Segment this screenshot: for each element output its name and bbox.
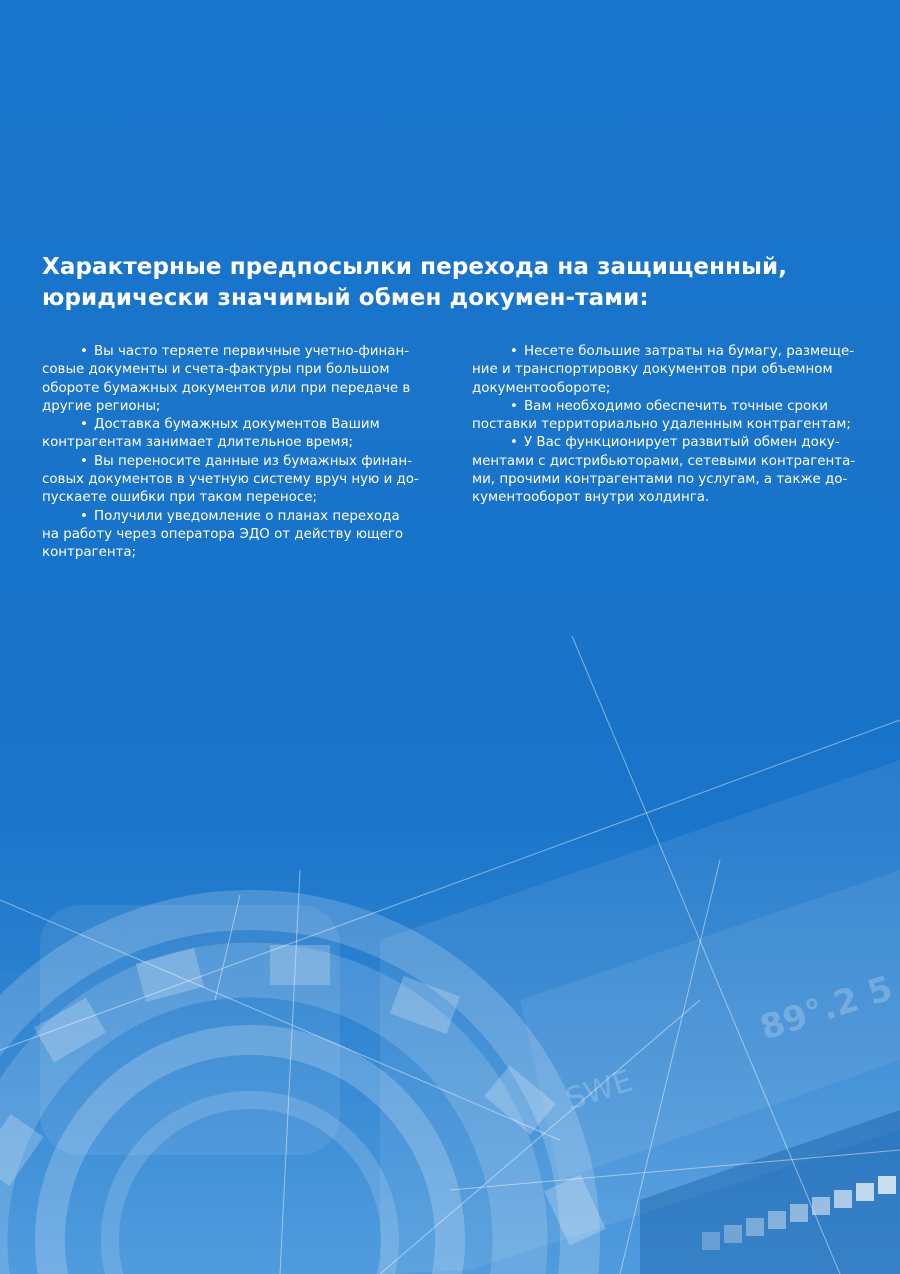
decor-label: SWE xyxy=(561,1063,637,1118)
bullet-icon: • xyxy=(80,344,88,359)
bullet-text: Вам необходимо обеспечить точные сроки xyxy=(524,398,829,414)
bullet-text: Доставка бумажных документов Вашим xyxy=(94,417,380,433)
bullet-icon: • xyxy=(80,508,88,524)
decor-numbers: 89°.2 5 xyxy=(755,968,898,1049)
bullet-continuation-line: ми, прочими контрагентами по услугам, а также до- xyxy=(472,472,848,488)
bullet-text: Получили уведомление о планах перехода xyxy=(94,508,400,524)
heading-line-1: Характерные предпосылки перехода на защищенный, xyxy=(42,254,788,280)
left-bullet-column xyxy=(42,343,432,563)
bullet-continuation-line: на работу через оператора ЭДО от действу ющего xyxy=(42,526,404,542)
bullet-first-line xyxy=(42,453,432,471)
bullet-continuation-line: совые документы и счета-фактуры при большом xyxy=(42,362,390,378)
bullet-continuation-line: контрагента; xyxy=(42,545,137,561)
bullet-first-line xyxy=(472,434,864,452)
bullet-continuation-line: ние и транспортировку документов при объемном xyxy=(472,362,833,378)
page-heading xyxy=(42,252,842,314)
bullet-item xyxy=(42,343,432,416)
bullet-item xyxy=(472,434,864,507)
bullet-continuation-line: контрагентам занимает длительное время; xyxy=(42,435,354,451)
bullet-icon: • xyxy=(80,453,88,469)
bullet-item xyxy=(472,343,864,398)
bullet-icon: • xyxy=(510,435,518,451)
bullet-icon: • xyxy=(80,417,88,433)
bullet-continuation-line: совых документов в учетную систему вруч ную и до- xyxy=(42,472,419,488)
bullet-first-line xyxy=(472,343,864,361)
bullet-text: Несете большие затраты на бумагу, размеще- xyxy=(524,344,855,359)
bullet-continuation-line: другие регионы; xyxy=(42,398,161,414)
bullet-text: Вы переносите данные из бумажных финан- xyxy=(94,453,412,469)
bullet-continuation-line: кументооборот внутри холдинга. xyxy=(472,490,710,506)
bullet-icon: • xyxy=(510,398,518,414)
bullet-item xyxy=(42,508,432,563)
bullet-continuation-line: ментами с дистрибьюторами, сетевыми контрагента- xyxy=(472,453,856,469)
bullet-item xyxy=(42,453,432,508)
bullet-first-line xyxy=(42,416,432,434)
bullet-text: Вы часто теряете первичные учетно-финан- xyxy=(94,344,410,359)
bullet-item xyxy=(472,398,864,435)
bullet-continuation-line: пускаете ошибки при таком переносе; xyxy=(42,490,317,506)
bullet-item xyxy=(42,416,432,453)
bullet-first-line xyxy=(42,343,432,361)
bullet-continuation-line: поставки территориально удаленным контрагентам; xyxy=(472,417,851,433)
bullet-text: У Вас функционирует развитый обмен доку- xyxy=(524,435,840,451)
bullet-icon: • xyxy=(510,344,518,359)
bullet-first-line xyxy=(42,508,432,526)
heading-line-2: юридически значимый обмен докумен-тами: xyxy=(42,285,649,311)
bullet-continuation-line: обороте бумажных документов или при передаче в xyxy=(42,380,411,396)
right-bullet-column xyxy=(472,343,864,508)
bullet-first-line xyxy=(472,398,864,416)
bullet-continuation-line: документообороте; xyxy=(472,380,611,396)
